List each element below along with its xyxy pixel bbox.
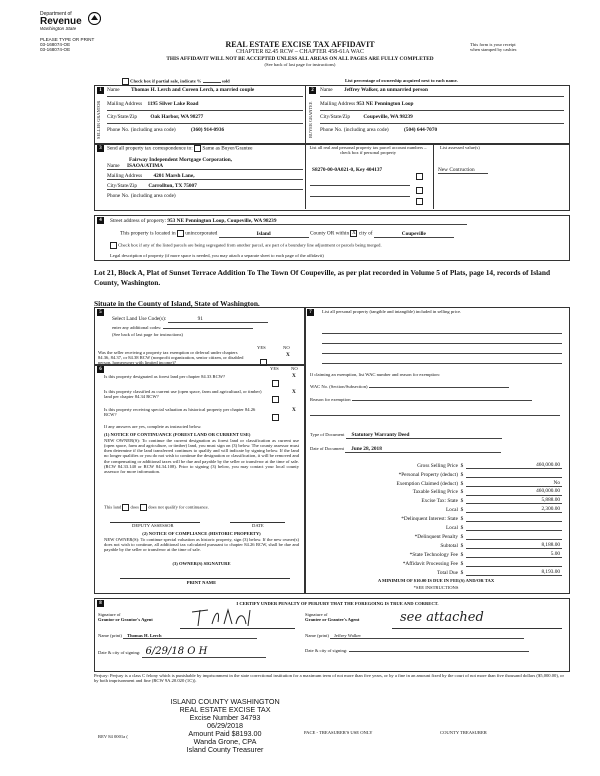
- grantee-sig-label: Signature of: [305, 612, 328, 617]
- current-use-no-mark[interactable]: X: [292, 389, 296, 395]
- grantor-name-label: Name (print): [98, 633, 122, 638]
- unincorporated-label: unincorporated: [185, 230, 218, 237]
- personal-property-label: List all personal property (tangible and intangible) included in selling price.: [322, 309, 462, 314]
- does-checkbox[interactable]: [122, 504, 129, 511]
- tax-row: [310, 531, 562, 540]
- notice-compliance-text: NEW OWNER(S): To continue special valuation as historic property, sign (3) below. If the new owner(s) does not wish to continue, all additional tax calculated pursuant to chapter 84.26 RCW, shall be due and payable by the seller or transferor at the time of sale.: [104, 537, 299, 553]
- tax-row-label: *Delinquent Penalty: [414, 533, 458, 540]
- buyer-mailing-label: Mailing Address: [320, 101, 356, 107]
- tax-row-value[interactable]: [466, 539, 562, 540]
- section-6-badge: 6: [97, 366, 104, 373]
- does-not-label: does not qualify for continuance.: [148, 504, 209, 510]
- historic-yes-checkbox[interactable]: [272, 414, 279, 421]
- pace-label: PACE - TREASURER'S USE ONLY: [304, 730, 373, 735]
- tax-row-value[interactable]: 2,300.00: [466, 506, 562, 513]
- tax-row-dollar: $: [460, 489, 464, 496]
- seller-phone-label: Phone No. (including area code): [107, 127, 176, 133]
- buyer-name[interactable]: Jeffrey Walker, an unmarried person: [343, 87, 428, 93]
- any-yes-note: If any answers are yes, complete as instructed below.: [104, 424, 202, 429]
- grantor-sig-label-2: Grantor or Grantor's Agent: [98, 617, 153, 623]
- segregated-checkbox[interactable]: [110, 242, 117, 249]
- section3-phone-label: Phone No. (including area code): [107, 193, 176, 200]
- tax-row-value[interactable]: [466, 530, 562, 531]
- tax-row: [310, 549, 562, 558]
- tax-row-label: Gross Selling Price: [417, 462, 458, 469]
- does-label: does: [130, 504, 139, 510]
- buyer-phone-label: Phone No. (including area code): [320, 127, 389, 133]
- tax-row-dollar: $: [460, 507, 464, 514]
- exemption-no-mark[interactable]: X: [286, 352, 290, 358]
- tax-row-value[interactable]: 5.00: [466, 551, 562, 558]
- stamp-treasurer-title: Island County Treasurer: [186, 745, 264, 755]
- please-type: PLEASE TYPE OR PRINT: [40, 37, 95, 42]
- buyer-side-label: BUYER GRANTEE: [308, 101, 313, 139]
- situate-text[interactable]: Situate in the County of Island, State of Washington.: [94, 299, 260, 308]
- reason-label: Reason for exemption: [310, 397, 351, 402]
- segregated-label: Check box if any of the listed parcels are being segregated from another parcel, are part of a boundary line adjustment or parcels being merged.: [118, 242, 382, 248]
- lender-name[interactable]: Fairway Independent Mortgage Corporation,: [129, 157, 232, 163]
- lender-city[interactable]: Carrollton, TX 75007: [148, 183, 197, 190]
- tax-row: [310, 558, 562, 567]
- city-of-checkbox[interactable]: [350, 230, 357, 237]
- lender-mailing[interactable]: 4201 Marsh Lane,: [153, 173, 195, 180]
- tax-row-dollar: $: [460, 498, 464, 505]
- partial-sale-checkbox[interactable]: [122, 78, 129, 85]
- grantor-date-label: Date & city of signing:: [98, 650, 141, 655]
- tax-table: [310, 460, 562, 576]
- county-name[interactable]: Island: [219, 231, 309, 238]
- tax-row-label: Exemption Claimed (deduct): [396, 480, 458, 487]
- section-2-badge: 2: [309, 87, 316, 94]
- tax-row-dollar: $: [460, 542, 464, 549]
- tax-row: [310, 504, 562, 513]
- grantee-signature[interactable]: see attached: [400, 610, 484, 625]
- tax-row-dollar: $: [460, 569, 464, 576]
- notice-continuance-text: NEW OWNER(S): To continue the current designation as forest land or classification as current use (open space, farm and agriculture, or timber) land, you must sign on (3) below. The county assessor must then determine if the land transferred continues to qualify and will indicate by signing below. If the land no longer qualifies or you do not wish to continue the designation or classification, it will be removed and the compensating or additional taxes will be due and payable by the seller or transferor at the time of sale. (RCW 84.33.140 or RCW 84.34.108). Prior to signing (3) below, you may contact your local county assessor for more information.: [104, 438, 299, 474]
- receipt-note: This form is your receipt: [470, 42, 516, 47]
- grantee-date-label: Date & city of signing:: [305, 648, 348, 653]
- county-or-label: County OR within: [310, 230, 350, 237]
- tax-row: [310, 513, 562, 522]
- buyer-name-label: Name: [320, 87, 333, 93]
- city-name[interactable]: Coupeville: [374, 231, 454, 238]
- tax-row-label: Local: [445, 507, 458, 514]
- minimum-fee-note: A MINIMUM OF $10.00 IS DUE IN FEE(S) AND/OR TAX: [377, 578, 495, 583]
- grantor-sig-label: Signature of: [98, 612, 121, 617]
- wac-label: WAC No. (Section/Subsection): [310, 384, 368, 389]
- street-address[interactable]: 953 NE Pennington Loop, Coupeville, WA 98239: [167, 218, 467, 225]
- city-of-label: city of: [358, 230, 373, 237]
- section-3-badge: 3: [97, 145, 104, 152]
- see-instructions-note: *SEE INSTRUCTIONS: [413, 585, 459, 590]
- tax-row-value[interactable]: 5,888.00: [466, 497, 562, 504]
- stamp-excise-number: Excise Number 34793: [189, 713, 261, 723]
- yes-header: YES: [257, 345, 266, 350]
- tax-row-label: Total Due: [437, 569, 458, 576]
- seller-phone[interactable]: (360) 914-0936: [191, 127, 225, 133]
- form-subtitle: CHAPTER 82.45 RCW – CHAPTER 458-61A WAC: [236, 49, 364, 55]
- buyer-city-label: City/State/Zip: [320, 114, 351, 120]
- lender-name-2[interactable]: ISAOA/ATIMA: [126, 163, 164, 170]
- assessed-header: List assessed value(s): [440, 145, 480, 150]
- notice-compliance-title: (2) NOTICE OF COMPLIANCE (HISTORIC PROPERTY): [142, 531, 261, 536]
- legal-description-label: Legal description of property (if more space is needed, you may attach a separate sheet to each page of the affidavit): [110, 252, 324, 258]
- section-8-badge: 8: [97, 600, 104, 607]
- stamp-tax-label: REAL ESTATE EXCISE TAX: [179, 705, 271, 715]
- form-warning: THIS AFFIDAVIT WILL NOT BE ACCEPTED UNLESS ALL AREAS ON ALL PAGES ARE FULLY COMPLETED: [166, 55, 434, 62]
- buyer-mailing[interactable]: 953 NE Pennington Loop: [356, 101, 414, 107]
- doc-date-label: Date of Document: [310, 446, 344, 451]
- doc-date[interactable]: June 28, 2018: [345, 446, 501, 453]
- parcel-header: List all real and personal property tax parcel account numbers – check box if personal property: [309, 145, 427, 156]
- deputy-date-label: DATE: [252, 523, 264, 528]
- seller-mailing[interactable]: 1195 Silver Lake Road: [147, 101, 199, 107]
- form-title: REAL ESTATE EXCISE TAX AFFIDAVIT: [225, 40, 375, 49]
- send-correspondence-label: Send all property tax correspondence to:: [107, 145, 193, 152]
- tax-row-value[interactable]: [466, 521, 562, 522]
- located-label: This property is located in: [120, 230, 176, 237]
- section3-mailing-label: Mailing Address: [107, 173, 143, 180]
- receipt-note-2: when stamped by cashier.: [470, 47, 518, 53]
- tax-row-dollar: $: [460, 480, 464, 487]
- perjury-notice: Perjury: Perjury is a class C felony which is punishable by imprisonment in the state correctional institution for a maximum term of not more than five years, or by a fine in an amount fixed by the court of not more than five thousand dollars ($5,000.00), or by both imprisonment and fine (RCW 9A.20.020 (1C)).: [94, 673, 564, 684]
- stamp-date: 06/29/2018: [207, 721, 243, 731]
- tax-row: [310, 478, 562, 487]
- legal-description[interactable]: Lot 21, Block A, Plat of Sunset Terrace Addition To The Town Of Coupeville, as per plat recorded in Volume 5 of Plats, page 14, records of Island County, Washington.: [94, 268, 551, 287]
- tax-row: [310, 522, 562, 531]
- tax-row: [310, 540, 562, 549]
- no-header-2: NO: [291, 366, 298, 371]
- same-as-buyer-label: Same as Buyer/Grantee: [202, 145, 253, 152]
- street-label: Street address of property:: [110, 218, 167, 224]
- tax-row-value[interactable]: No: [466, 480, 562, 487]
- tax-row: [310, 469, 562, 478]
- tax-row: [310, 487, 562, 496]
- tax-row-label: *Delinquent Interest: State: [401, 516, 458, 523]
- personal-property-checkbox-3[interactable]: [416, 198, 423, 205]
- section3-name-label: Name: [107, 163, 120, 170]
- dept-label: Department of: [40, 11, 72, 17]
- additional-codes-label: enter any additional codes:: [112, 325, 162, 331]
- grantor-signature[interactable]: [188, 606, 268, 628]
- tax-row: [310, 567, 562, 576]
- land-use-see-back: (See back of last page for instructions): [112, 332, 183, 338]
- seller-name-label: Name: [107, 87, 120, 93]
- no-header: NO: [283, 345, 290, 350]
- county-treasurer-label: COUNTY TREASURER: [440, 730, 487, 735]
- claiming-exemption-label: If claiming an exemption, list WAC number and reason for exemption:: [310, 372, 440, 377]
- seller-city[interactable]: Oak Harbor, WA 98277: [150, 114, 204, 120]
- dor-logo: [40, 11, 88, 31]
- land-use-code[interactable]: 91: [168, 316, 268, 323]
- land-use-label: Select Land Use Code(s):: [112, 316, 167, 322]
- tax-row-dollar: $: [460, 533, 464, 540]
- section-1-badge: 1: [97, 87, 104, 94]
- tax-row-value[interactable]: [466, 477, 562, 478]
- unincorporated-checkbox[interactable]: [177, 230, 184, 237]
- grantor-date[interactable]: 6/29/18 O H: [142, 646, 266, 658]
- certify-statement: I CERTIFY UNDER PENALTY OF PERJURY THAT THE FOREGOING IS TRUE AND CORRECT.: [236, 601, 439, 606]
- tax-row-dollar: $: [460, 471, 464, 478]
- tax-row-dollar: $: [460, 516, 464, 523]
- owner-signature-label: (3) OWNER(S) SIGNATURE: [172, 561, 231, 566]
- instructions-note: (See back of last page for instructions): [264, 61, 336, 67]
- land-label: This land: [104, 504, 122, 510]
- tax-row-label: Taxable Selling Price: [412, 489, 458, 496]
- section-4-badge: 4: [97, 217, 104, 224]
- print-name-label: PRINT NAME: [186, 580, 217, 585]
- partial-sale-label: Check box if partial sale, indicate %: [130, 78, 202, 84]
- stamp-amount-paid: Amount Paid $8193.00: [188, 729, 262, 739]
- form-number: 03-168074-OE: [40, 42, 71, 48]
- tax-row-label: Local: [445, 525, 458, 532]
- dor-emblem-icon: [88, 12, 101, 25]
- tax-row-value[interactable]: 460,000.00: [466, 488, 562, 495]
- form-number-2: 03-168074-OE: [40, 47, 71, 53]
- partial-sold-label: sold: [221, 78, 230, 84]
- city-check-mark: X: [352, 231, 356, 237]
- tax-row-value[interactable]: 8,193.00: [466, 569, 562, 576]
- tax-row: [310, 460, 562, 469]
- stamp-county: ISLAND COUNTY WASHINGTON: [170, 697, 280, 706]
- seller-name[interactable]: Thomas H. Lerch and Coreen Lerch, a married couple: [130, 87, 255, 93]
- personal-property-checkbox[interactable]: [416, 173, 423, 180]
- treasurer-stamp: [150, 698, 300, 754]
- does-not-checkbox[interactable]: [140, 504, 147, 511]
- yes-header-2: YES: [270, 366, 279, 371]
- seller-side-label: SELLER GRANTOR: [96, 100, 101, 140]
- seller-mailing-label: Mailing Address: [107, 101, 143, 107]
- grantee-name[interactable]: Jeffrey Walker: [330, 633, 524, 639]
- tax-row-dollar: $: [460, 560, 464, 567]
- parcel-number[interactable]: S8270-00-0A021-0, Key 404137: [312, 167, 383, 173]
- grantee-sig-label-2: Grantee or Grantee's Agent: [305, 617, 360, 623]
- exemption-question: Was the seller receiving a property tax exemption or deferral under chapters 84.36, 84.37, or 84.38 RCW (nonprofit organization, senior citizen, or disabled person, homeowner with limited income)?: [98, 350, 244, 366]
- washington-state-label: Washington State: [40, 26, 77, 31]
- tax-row-label: *State Technology Fee: [409, 551, 458, 558]
- seller-city-label: City/State/Zip: [107, 114, 138, 120]
- rev-number: REV 84 0001a (: [98, 734, 128, 739]
- section-5-badge: 5: [97, 309, 104, 316]
- grantor-name[interactable]: Thomas H. Lerch: [123, 633, 257, 639]
- historic-question: Is this property receiving special valuation as historical property per chapter 84.26 RCW?: [104, 407, 256, 418]
- grantee-name-label: Name (print): [305, 633, 329, 638]
- forest-no-mark[interactable]: X: [292, 373, 296, 379]
- tax-row-value[interactable]: 8,188.00: [466, 542, 562, 549]
- tax-row: [310, 496, 562, 505]
- notice-continuance-title: (1) NOTICE OF CONTINUANCE (FOREST LAND OR CURRENT USE): [104, 432, 251, 437]
- stamp-treasurer-name: Wanda Grone, CPA: [193, 737, 257, 747]
- current-use-yes-checkbox[interactable]: [272, 396, 279, 403]
- tax-row-label: *Personal Property (deduct): [398, 471, 458, 478]
- tax-row-label: Excise Tax: State: [421, 498, 458, 505]
- section-7-badge: 7: [307, 309, 314, 316]
- revenue-label: Revenue: [40, 16, 82, 27]
- forest-yes-checkbox[interactable]: [272, 380, 279, 387]
- tax-row-value[interactable]: [466, 566, 562, 567]
- doc-type[interactable]: Statutory Warranty Deed: [346, 432, 502, 439]
- deputy-assessor-label: DEPUTY ASSESSOR: [132, 523, 174, 528]
- forest-question: Is this property designated as forest land per chapter 84.33 RCW?: [104, 374, 226, 379]
- ownership-note: List percentage of ownership acquired next to each name.: [345, 78, 458, 83]
- same-as-buyer-checkbox[interactable]: [194, 145, 201, 152]
- buyer-city[interactable]: Coupeville, WA 98239: [363, 114, 413, 120]
- tax-row-dollar: $: [460, 525, 464, 532]
- current-use-question: Is this property classified as current use (open space, farm and agricultural, or timber) land per chapter 84.34 RCW?: [104, 389, 262, 400]
- tax-row-dollar: $: [460, 462, 464, 469]
- assessed-value[interactable]: New Contruction: [438, 167, 488, 174]
- historic-no-mark[interactable]: X: [292, 407, 296, 413]
- tax-row-dollar: $: [460, 551, 464, 558]
- tax-row-label: Subtotal: [440, 542, 458, 549]
- buyer-phone[interactable]: (504) 644-7070: [404, 127, 438, 133]
- doc-type-label: Type of Document: [310, 432, 345, 437]
- section3-city-label: City/State/Zip: [107, 183, 138, 190]
- tax-row-label: *Affidavit Processing Fee: [402, 560, 458, 567]
- tax-row-value[interactable]: 460,000.00: [466, 462, 562, 469]
